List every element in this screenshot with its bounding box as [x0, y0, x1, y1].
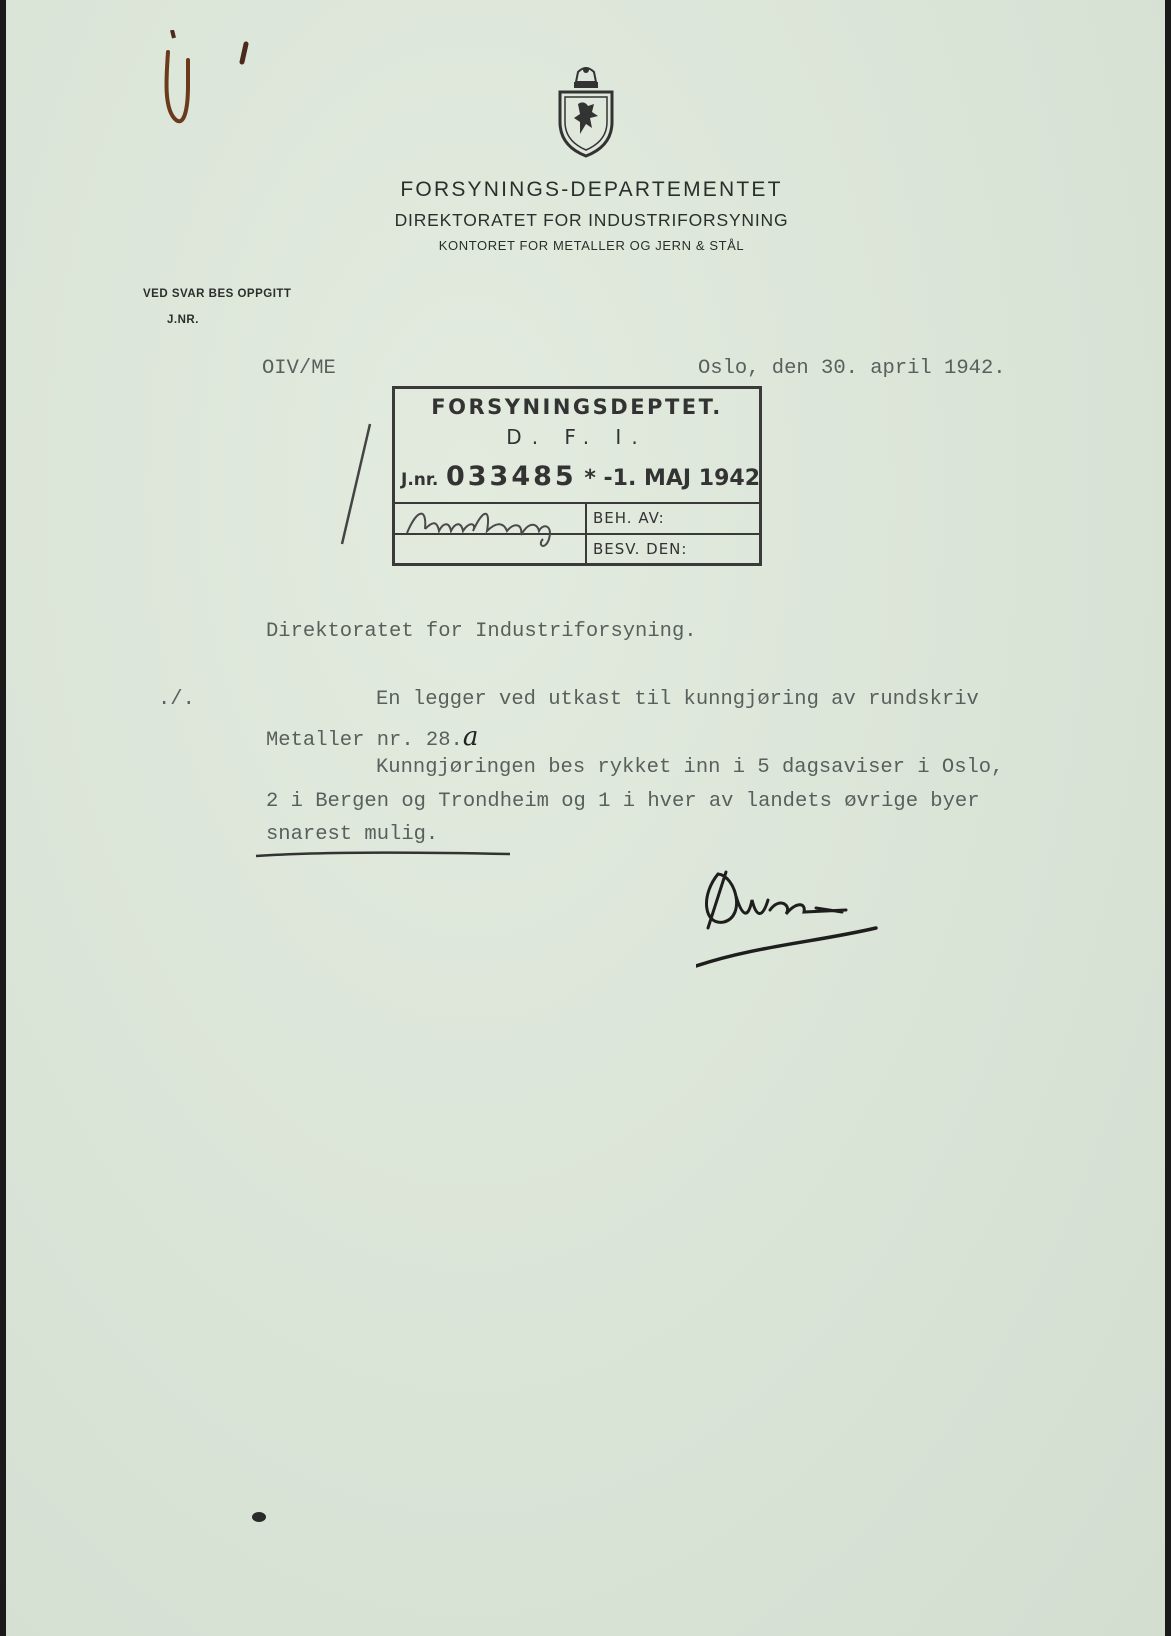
corner-handwriting — [154, 30, 264, 135]
stamp-handwritten-name — [403, 499, 583, 553]
stamp-subtitle: D. F. I. — [506, 425, 648, 449]
signature — [696, 866, 886, 981]
corner-mark-drawing — [154, 30, 264, 130]
stamp-journal-number: 033485 — [445, 461, 577, 492]
letter-page — [6, 0, 1165, 1636]
coat-of-arms-icon — [550, 64, 622, 165]
date-line: Oslo, den 30. april 1942. — [698, 357, 1006, 380]
body-line-5: snarest mulig. — [266, 823, 439, 846]
stamp-divider — [585, 502, 587, 563]
stamp-jnr-prefix: J.nr. — [401, 470, 439, 490]
body-line-4: 2 i Bergen og Trondheim og 1 i hver av landets øvrige byer — [266, 790, 980, 813]
stamp-journal-line — [401, 461, 760, 492]
enclosure-mark: ./. — [158, 688, 195, 711]
letterhead-title: FORSYNINGS-DEPARTEMENTET — [400, 178, 783, 201]
body-line-2-handwritten: a — [462, 722, 479, 752]
handwritten-name-drawing — [403, 499, 583, 549]
stamp-title: FORSYNINGSDEPTET. — [431, 395, 723, 419]
letterhead-subtitle: DIREKTORATET FOR INDUSTRIFORSYNING — [394, 210, 789, 230]
jnr-label: J.NR. — [167, 314, 199, 326]
body-line-2-text: Metaller nr. 28. — [266, 729, 463, 752]
body-line-1: En legger ved utkast til kunngjøring av rundskriv — [376, 688, 979, 711]
pen-stroke — [336, 420, 376, 555]
ink-blot — [252, 1512, 266, 1522]
recipient: Direktoratet for Industriforsyning. — [266, 620, 697, 643]
ref-code: OIV/ME — [262, 357, 336, 380]
receipt-stamp — [392, 386, 762, 566]
body-line-3: Kunngjøringen bes rykket inn i 5 dagsaviser i Oslo, — [376, 756, 1004, 779]
stamp-beh-label: BEH. AV: — [593, 509, 665, 527]
emphasis-underline — [254, 848, 514, 867]
stamp-besv-label: BESV. DEN: — [593, 540, 688, 558]
stamp-date: * -1. MAJ 1942 — [584, 466, 761, 491]
body-line-2 — [266, 722, 478, 752]
letterhead-office: KONTORET FOR METALLER OG JERN & STÅL — [438, 238, 745, 253]
reference-label: VED SVAR BES OPPGITT — [143, 288, 292, 300]
